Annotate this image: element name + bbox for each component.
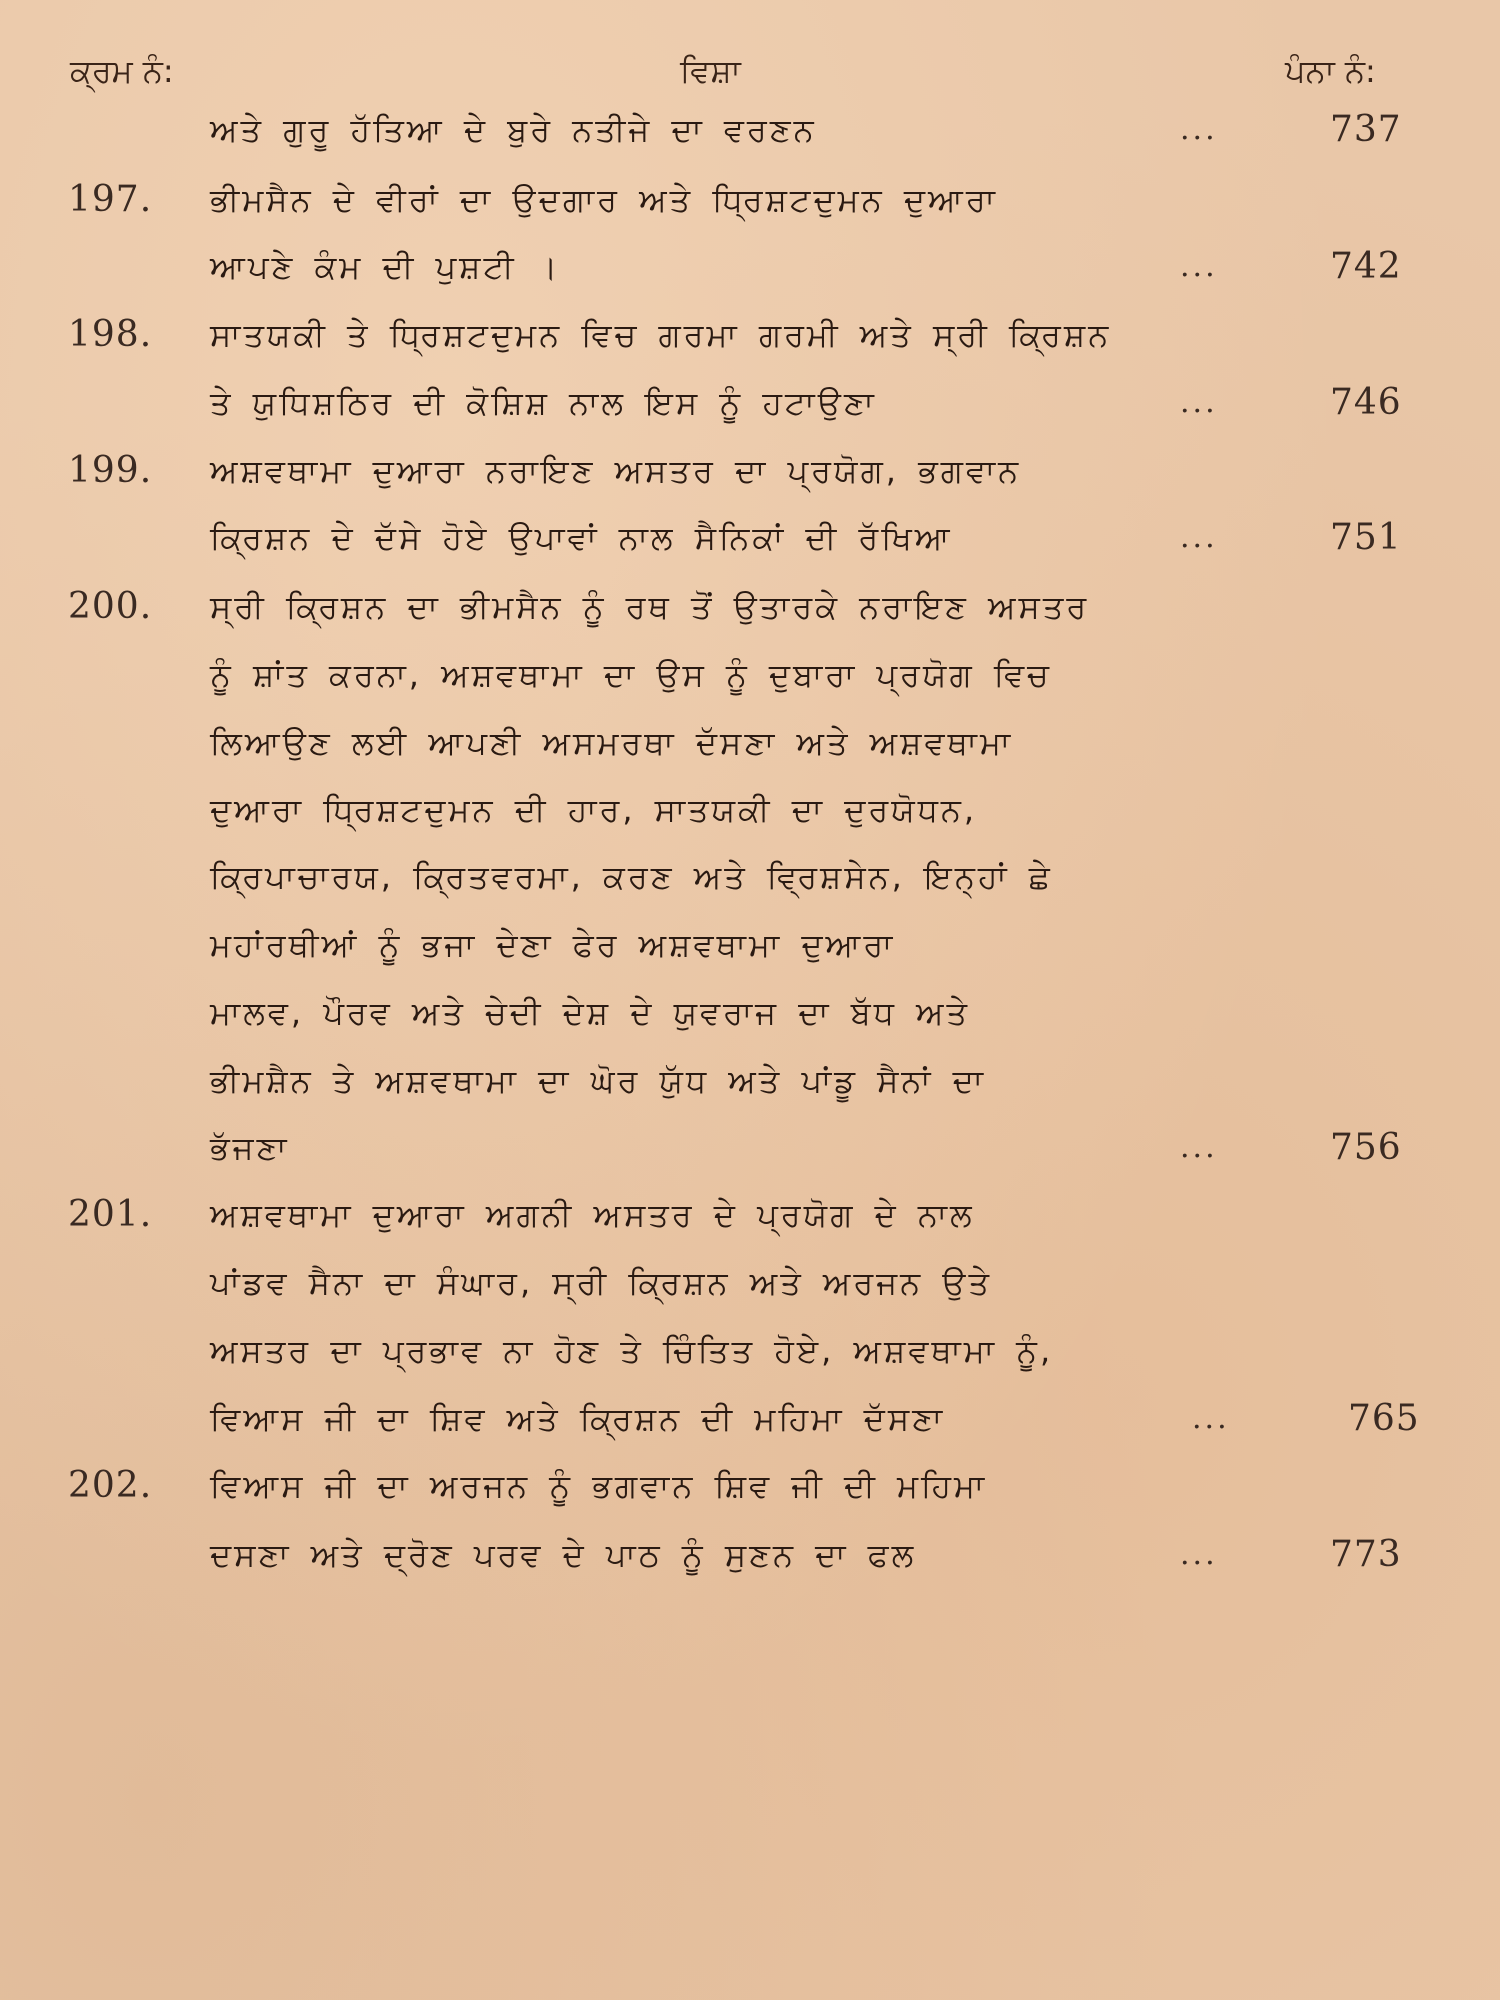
toc-line [0,640,1500,710]
page-number: 756 [1330,1127,1402,1168]
chapter-title-text: ਅਸ਼ਵਥਾਮਾ ਦੁਆਰਾ ਅਗਨੀ ਅਸਤਰ ਦੇ ਪ੍ਰਯੋਗ ਦੇ ਨਾਲ [210,1196,975,1234]
chapter-title-text: ਮਹਾਂਰਥੀਆਂ ਨੂੰ ਭਜਾ ਦੇਣਾ ਫੇਰ ਅਸ਼ਵਥਾਮਾ ਦੁਆਰਾ [210,926,896,964]
chapter-title-text: ਮਾਲਵ, ਪੌਰਵ ਅਤੇ ਚੇਦੀ ਦੇਸ਼ ਦੇ ਯੁਵਰਾਜ ਦਾ ਬੱਧ ਅਤੇ [210,994,971,1032]
toc-line [0,1316,1500,1386]
chapter-title-text: ਕ੍ਰਿਸ਼ਨ ਦੇ ਦੱਸੇ ਹੋਏ ਉਪਾਵਾਂ ਨਾਲ ਸੈਨਿਕਾਂ ਦੀ ਰੱਖਿਆ [210,519,953,557]
leader-dots: ... [1180,385,1218,420]
chapter-title-text: ਤੇ ਯੁਧਿਸ਼ਠਿਰ ਦੀ ਕੋਸ਼ਿਸ਼ ਨਾਲ ਇਸ ਨੂੰ ਹਟਾਉਣਾ [210,384,877,422]
chapter-title-text: ਵਿਆਸ ਜੀ ਦਾ ਅਰਜਨ ਨੂੰ ਭਗਵਾਨ ਸ਼ਿਵ ਜੀ ਦੀ ਮਹਿਮਾ [210,1467,988,1505]
toc-line [0,775,1500,845]
chapter-title-text: ਅਸਤਰ ਦਾ ਪ੍ਰਭਾਵ ਨਾ ਹੋਣ ਤੇ ਚਿੰਤਿਤ ਹੋਏ, ਅਸ਼ਵਥਾਮਾ ਨੂੰ, [210,1332,1054,1370]
toc-line [0,708,1500,778]
leader-dots: ... [1192,1401,1230,1436]
chapter-title-text: ਨੂੰ ਸ਼ਾਂਤ ਕਰਨਾ, ਅਸ਼ਵਥਾਮਾ ਦਾ ਉਸ ਨੂੰ ਦੁਬਾਰਾ ਪ੍ਰਯੋਗ ਵਿਚ [210,656,1052,694]
chapter-number: 200. [68,586,153,627]
toc-line [0,1451,1500,1521]
page-number: 751 [1330,517,1402,558]
chapter-title-text: ਆਪਣੇ ਕੰਮ ਦੀ ਪੁਸ਼ਟੀ । [210,248,561,286]
toc-line [0,1520,1500,1590]
toc-line [0,572,1500,642]
chapter-title-text: ਅਸ਼ਵਥਾਮਾ ਦੁਆਰਾ ਨਰਾਇਣ ਅਸਤਰ ਦਾ ਪ੍ਰਯੋਗ, ਭਗਵਾਨ [210,452,1022,490]
chapter-title-text: ਪਾਂਡਵ ਸੈਨਾ ਦਾ ਸੰਘਾਰ, ਸ੍ਰੀ ਕ੍ਰਿਸ਼ਨ ਅਤੇ ਅਰਜਨ ਉਤੇ [210,1264,992,1302]
page-number: 737 [1330,109,1402,150]
toc-line [0,300,1500,370]
chapter-number: 201. [68,1194,153,1235]
chapter-number: 197. [68,179,153,220]
leader-dots: ... [1180,1130,1218,1165]
chapter-title-text: ਦਸਣਾ ਅਤੇ ਦ੍ਰੋਣ ਪਰਵ ਦੇ ਪਾਠ ਨੂੰ ਸੁਣਨ ਦਾ ਫਲ [210,1536,917,1574]
page-number: 746 [1330,382,1402,423]
chapter-number: 202. [68,1465,153,1506]
chapter-title-text: ਲਿਆਉਣ ਲਈ ਆਪਣੀ ਅਸਮਰਥਾ ਦੱਸਣਾ ਅਤੇ ਅਸ਼ਵਥਾਮਾ [210,724,1014,762]
chapter-title-text: ਵਿਆਸ ਜੀ ਦਾ ਸ਼ਿਵ ਅਤੇ ਕ੍ਰਿਸ਼ਨ ਦੀ ਮਹਿਮਾ ਦੱਸਣਾ [210,1400,946,1438]
chapter-title-text: ਸ੍ਰੀ ਕ੍ਰਿਸ਼ਨ ਦਾ ਭੀਮਸੈਨ ਨੂੰ ਰਥ ਤੋਂ ਉਤਾਰਕੇ ਨਰਾਇਣ ਅਸਤਰ [210,588,1090,626]
leader-dots: ... [1180,249,1218,284]
leader-dots: ... [1180,520,1218,555]
page-number: 773 [1330,1534,1402,1575]
toc-line [0,1113,1500,1183]
toc-line [0,232,1500,302]
chapter-number: 199. [68,450,153,491]
chapter-number: 198. [68,314,153,355]
chapter-title-text: ਅਤੇ ਗੁਰੂ ਹੱਤਿਆ ਦੇ ਬੁਰੇ ਨਤੀਜੇ ਦਾ ਵਰਣਨ [210,111,817,149]
toc-line [0,95,1500,165]
page-number: 765 [1348,1398,1420,1439]
chapter-title-text: ਭੀਮਸੈਨ ਦੇ ਵੀਰਾਂ ਦਾ ਉਦਗਾਰ ਅਤੇ ਧ੍ਰਿਸ਼ਟਦੁਮਨ ਦੁਆਰਾ [210,181,998,219]
toc-line [0,165,1500,235]
toc-line [0,1384,1500,1454]
subject-header: ਵਿਸ਼ਾ [680,52,741,90]
serial-number-header: ਕ੍ਰਮ ਨੰ: [70,52,174,90]
toc-line [0,1180,1500,1250]
toc-line [0,1046,1500,1116]
page-number: 742 [1330,246,1402,287]
page-number-header: ਪੰਨਾ ਨੰ: [1285,52,1376,90]
toc-line [0,503,1500,573]
chapter-title-text: ਦੁਆਰਾ ਧ੍ਰਿਸ਼ਟਦੁਮਨ ਦੀ ਹਾਰ, ਸਾਤਯਕੀ ਦਾ ਦੁਰਯੋਧਨ, [210,791,978,829]
chapter-title-text: ਸਾਤਯਕੀ ਤੇ ਧ੍ਰਿਸ਼ਟਦੁਮਨ ਵਿਚ ਗਰਮਾ ਗਰਮੀ ਅਤੇ ਸ੍ਰੀ ਕ੍ਰਿਸ਼ਨ [210,316,1112,354]
chapter-title-text: ਭੀਮਸ਼ੈਨ ਤੇ ਅਸ਼ਵਥਾਮਾ ਦਾ ਘੋਰ ਯੁੱਧ ਅਤੇ ਪਾਂਡੂ ਸੈਨਾਂ ਦਾ [210,1062,986,1100]
toc-line [0,842,1500,912]
toc-line [0,368,1500,438]
leader-dots: ... [1180,1537,1218,1572]
chapter-title-text: ਕ੍ਰਿਪਾਚਾਰਯ, ਕ੍ਰਿਤਵਰਮਾ, ਕਰਣ ਅਤੇ ਵ੍ਰਿਸ਼ਸੇਨ, ਇਨ੍ਹਾਂ ਛੇ [210,858,1053,896]
leader-dots: ... [1180,112,1218,147]
toc-line [0,910,1500,980]
toc-line [0,436,1500,506]
toc-line [0,1248,1500,1318]
toc-line [0,978,1500,1048]
chapter-title-text: ਭੱਜਣਾ [210,1129,290,1167]
